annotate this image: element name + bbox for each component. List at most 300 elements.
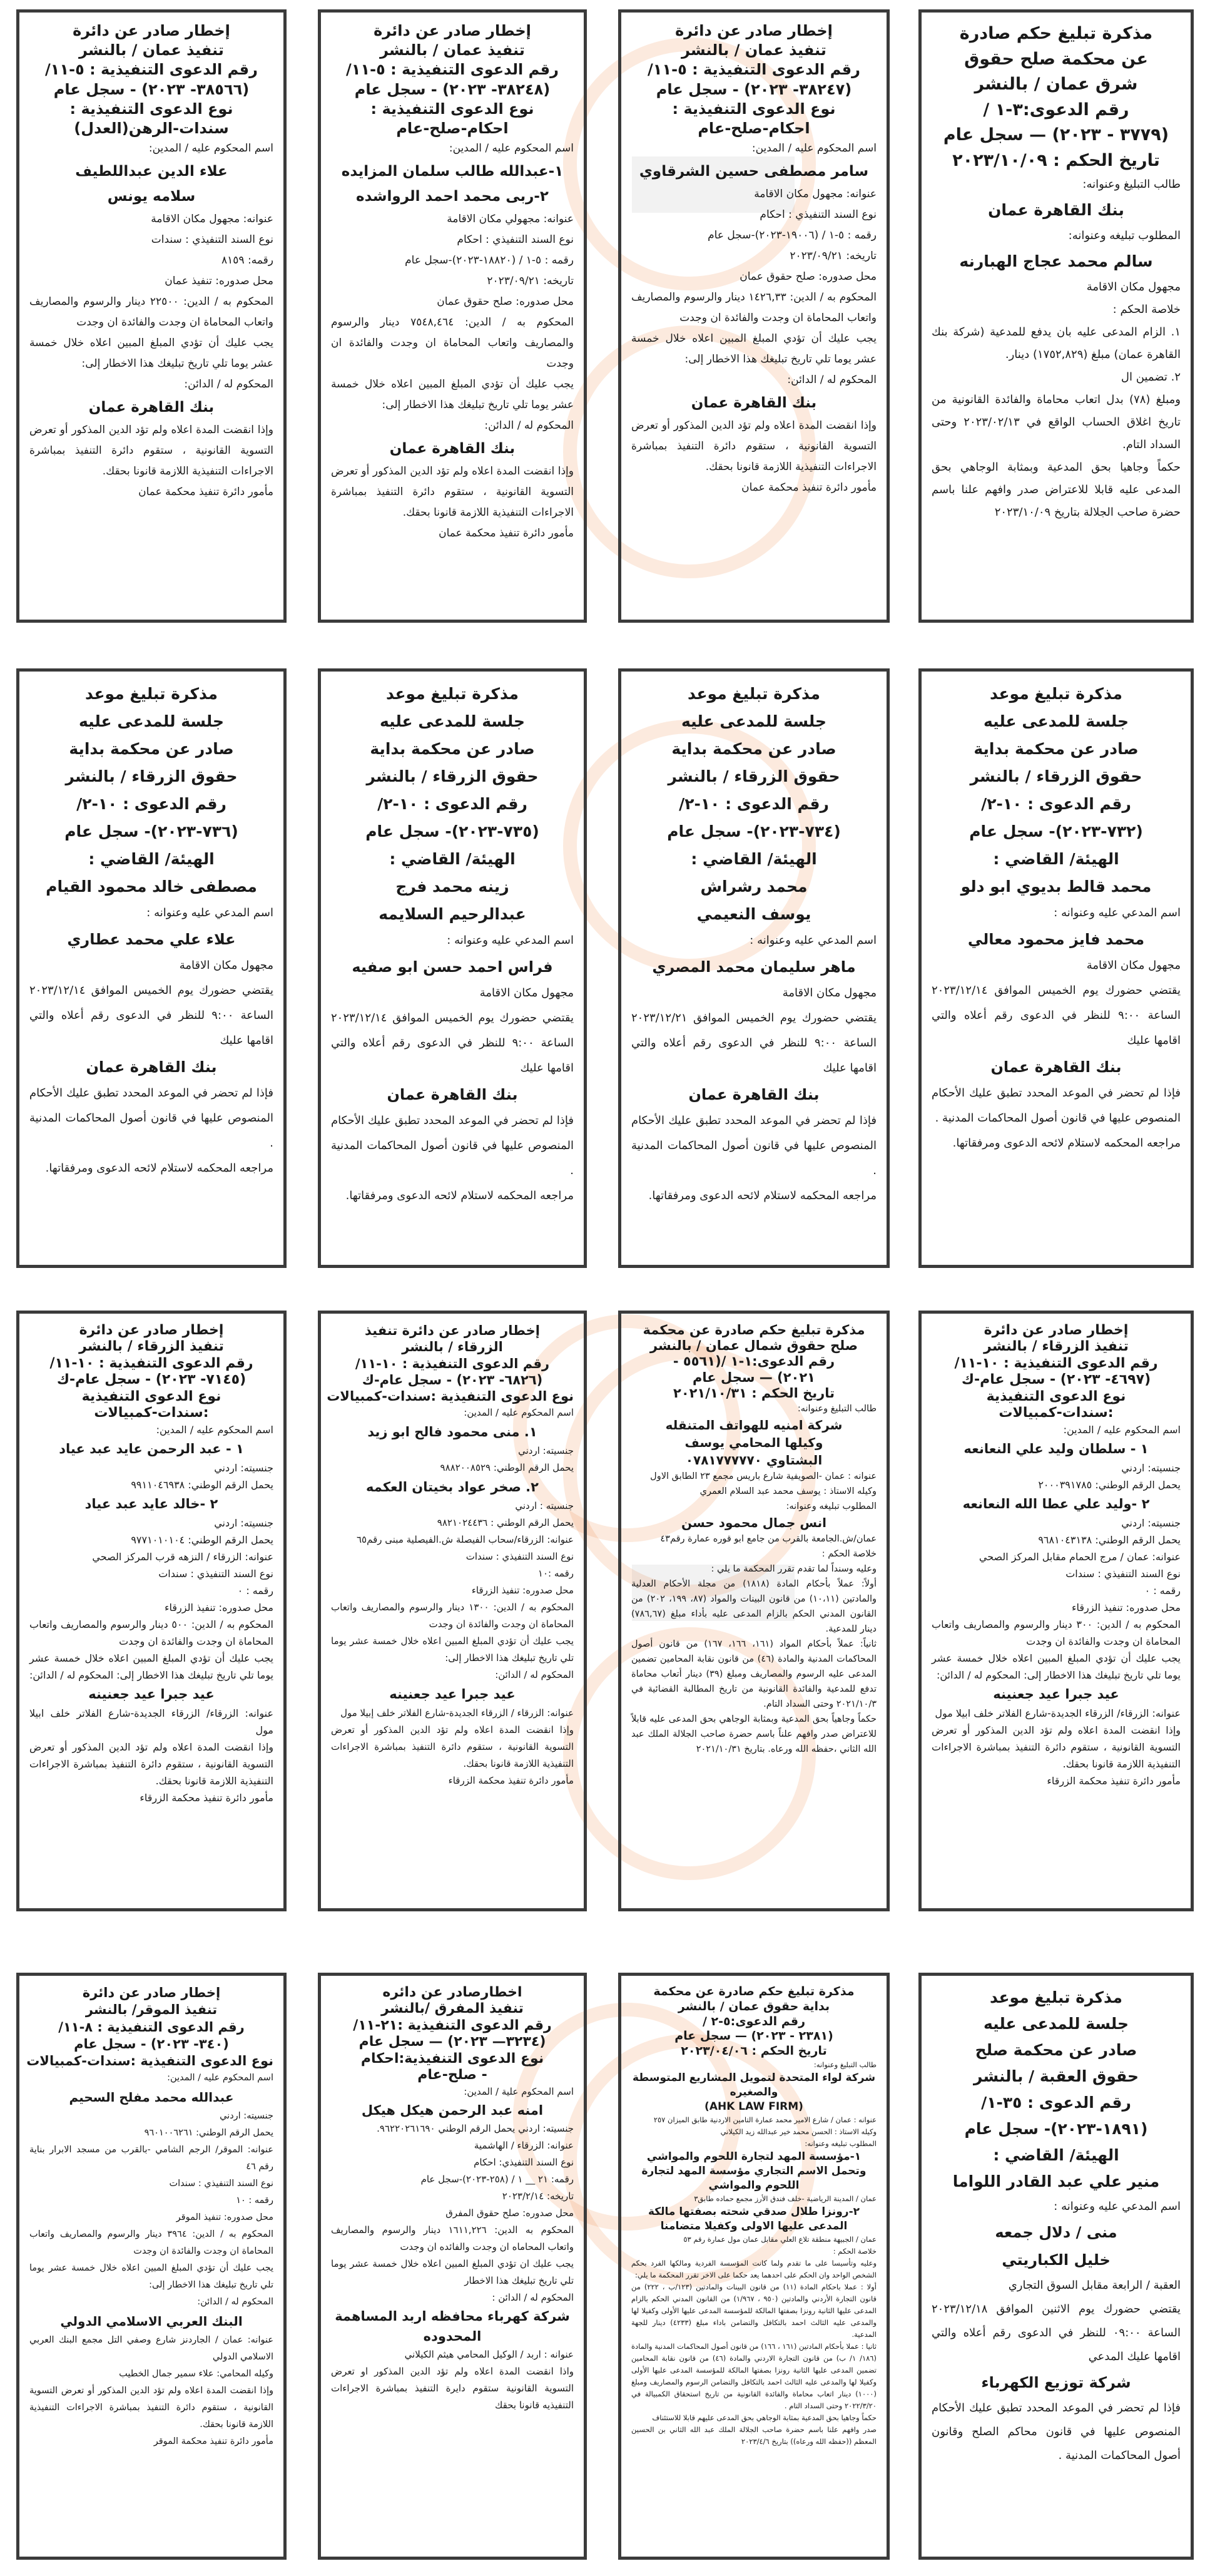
body-text: وإذا انقضت المدة اعلاه ولم تؤد الدين المذكور أو تعرض التسوية القانونية ، ستقوم دائرة التنفيذ بمباشرة الاجراءات التنفيذية اللازمة قانونا بحقك. <box>29 2386 273 2430</box>
body-text: محل صدوره: صلح حقوق عمان <box>437 295 574 309</box>
notice-title-line: عن محكمة صلح حقوق <box>964 49 1148 69</box>
body-text: وإذا انقضت المدة اعلاه ولم تؤد الدين المذكور أو تعرض التسوية القانونية ، ستقوم دائرة التنفيذ بمباشرة الاجراءات التنفيذية اللازمة قانونا بحقك. <box>331 1724 574 1770</box>
notice-title-line: رقم الدعوى التنفيذية : ٥-١١/ <box>346 61 559 79</box>
body-text: واذا انقضت المدة اعلاه ولم تؤد الدين المذكور او تعرض التسوية القانونية ستقوم دايرة التنفيذ بمباشرة الاجراءات التنفيذيه قانونا بحقك <box>331 2366 574 2411</box>
notice-judgment-amman-2381 <box>618 1973 890 2560</box>
notice-title-line: حقوق الزرقاء / بالنشر <box>970 767 1142 785</box>
body-text: حكماً وجاهيا بحق المدعية وبمثابة الوجاهي بحق المدعى عليه قابلا للاعتراض صدر وافهم علنا باسم حضرة صاحب الجلالة بتاريخ ٢٠٢٣/١٠/٠٩ <box>932 461 1181 519</box>
body-text: رقمه : ٠ <box>1144 1585 1181 1597</box>
body-text: أولا : عملا باحكام المادة (١١) من قانون البينات والمادتين (١٢٣/ب ، ٢٢٢) من قانون التجارة الأردني والمادتين (٩٥٠ ، ١/٩٦٧) من القانون المدني الحكم بالزام المدعى عليها الثانية رونزا بصفتها المالكة للمؤسسة المدعى عليها الأولى وكفيلا لها والمدعى عليه الثالث احمد بالتكافل والتضامن باداء مبلغ (٤٢٣٣) دينار للجهة المدعية. <box>631 2282 877 2339</box>
notice-title-line: تنفيذ الزرقاء / بالنشر <box>79 1339 224 1355</box>
notice-judgment-north-amman <box>618 1311 890 1911</box>
notice-title-line: احكام-صلح-عام <box>698 119 810 137</box>
body-text: وإذا انقضت المدة اعلاه ولم تؤد الدين المذكور أو تعرض التسوية القانونية ، ستقوم دائرة التنفيذ بمباشرة الاجراءات التنفيذية اللازمة قانونا بحقك. <box>631 419 877 474</box>
body-text: رقمه : ٠ <box>237 1585 273 1597</box>
body-text: جنسيته: اردني <box>1121 1462 1181 1475</box>
party-name: ١ - عبد الرحمن عايد عبد عياد <box>59 1441 244 1457</box>
notice-title-line: تنفيذ عمان / بالنشر <box>380 41 525 59</box>
body-text: عنوانه: الزرقاء/ الزرقاء الجديدة-شارع الفلاتر خلف ابيلا مول <box>29 1707 273 1737</box>
notice-title-line: رقم الدعوى التنفيذية : ١٠-١١/ <box>954 1355 1158 1371</box>
body-text: مجهول مكان الاقامة <box>1086 959 1181 972</box>
notice-title-line: (٣٢٣٤— ٢٠٢٣) — سجل عام <box>358 2034 546 2050</box>
notice-title-line: رقم الدعوى : ١٠-٢/ <box>679 795 829 813</box>
body-text: عمان / المدينة الرياضية -خلف فندق الأرز مجمع حماده طابق٣ <box>694 2194 877 2203</box>
notice-title-line: (٣٨٥٦٦- ٢٠٢٣) - سجل عام <box>53 80 250 98</box>
body-text: يحمل الرقم الوطني: ٩٦٠١٠٠٦٢٦١ <box>144 2128 273 2139</box>
body-text: مجهول مكان الاقامة <box>179 959 273 972</box>
body-text: تاريخه: ٢٠٢٣/٢/١٤ <box>502 2190 574 2202</box>
notice-execution-zarqa-7145 <box>16 1311 287 1911</box>
body-text: المحكوم له / الدائن: <box>184 378 273 391</box>
notice-title-line: :سندات-كمبيالات <box>999 1404 1114 1421</box>
notice-title-line: (١٨٩١-٢٠٢٣)- سجل عام <box>964 2120 1148 2138</box>
notice-hearing-zarqa-736 <box>16 668 287 1268</box>
body-text: اسم المدعي عليه وعنوانه : <box>750 934 877 947</box>
notice-title-line: رقم الدعوى التنفيذية : ١٠-١١/ <box>49 1355 253 1371</box>
notice-title-line: تنفيذ الموقر/ بالنشر <box>85 2002 218 2018</box>
body-text: يحمل الرقم الوطني: ٩٩١١٠٤٦٩٣٨ <box>131 1479 273 1491</box>
body-text: خلاصة الحكم : <box>833 2246 877 2256</box>
body-text: المحكوم به / الدين: ٢٢٥٠٠ دينار والرسوم والمصاريف واتعاب المحاماة ان وجدت والفائدة ان وجدت <box>29 295 273 329</box>
body-text: المحكوم به / الدين: ١٣٠٠ دينار والرسوم والمصاريف واتعاب المحاماة ان وجدت والفائدة ان وجدت <box>331 1602 574 1630</box>
body-text: طالب التبليغ وعنوانه: <box>797 1403 877 1414</box>
notice-title-line: ٢٠٢١) — سجل عام <box>693 1369 815 1385</box>
notice-execution-amman-38247 <box>618 9 890 623</box>
notice-title-line: صادر عن محكمة بداية <box>974 740 1139 758</box>
body-text: فإذا لم تحضر في الموعد المحدد تطبق عليك الأحكام المنصوص عليها في قانون أصول المحاكمات المدنية . <box>631 1114 877 1177</box>
notice-title-line: زينه محمد فرج <box>395 877 509 896</box>
notice-execution-amman-38566 <box>16 9 287 623</box>
notice-title-line: الهيئة/ القاضي : <box>88 850 215 868</box>
signature: مأمور دائرة تنفيذ محكمة الزرقاء <box>140 1792 273 1804</box>
body-text: يجب عليك ان تؤدي المبلغ المبين اعلاه خلال خمسة عشر يوما تلي تاريخ تبليغك هذا الاخطار <box>331 2258 574 2287</box>
notice-title-line: منير علي عبد القادر اللواما <box>952 2172 1160 2190</box>
party-name: عبدالله محمد مفلح السحيم <box>69 2090 234 2105</box>
notice-title-line: إخطار صادر عن دائرة <box>82 1985 221 2000</box>
notice-title-line: الهيئة/ القاضي : <box>691 850 817 868</box>
body-text: ثانيا : عملا بأحكام المادتين (١٦١ ، ١٦٦) من قانون أصول المحاكمات المدنية والمادة (١٨٦/ ١/ ب) من قانون التجارة الاردني والمادة (٤٦) من قانون نقابة المحامين تضمين المدعى عليها الثانية رونزا بصفتها المالكة للمؤسسة المدعى عليها الأولى وكفيلا لها والمدعى عليه الثالث احمد بالتكافل والتضامن الرسوم والمصاريف ومبلغ (١٠٠٠) دينار اتعاب محاماة والفائدة القانونية من تاريخ استحقاق الكمبيالة في ٢٠٢٢/٣/٢٠ وحتى السداد التام . <box>631 2341 877 2410</box>
body-text: اسم المدعي عليه وعنوانه : <box>1054 906 1181 919</box>
body-text: ١. الزام المدعى عليه بان يدفع للمدعية (شركة بنك القاهرة عمان) مبلغ (١٧٥٢,٨٢٩) دينار. <box>932 325 1181 361</box>
notice-title-line: نوع الدعوى التنفيذية : <box>370 100 534 118</box>
notice-title-line: شرق عمان / بالنشر <box>974 74 1138 94</box>
notice-title-line: (٧٣٤-٢٠٢٣)- سجل عام <box>667 822 841 841</box>
party-name: شركة امنيه للهواتف المتنقله <box>665 1417 843 1433</box>
body-text: وإذا انقضت المدة اعلاه ولم تؤد الدين المذكور أو تعرض التسوية القانونية ، ستقوم دائرة التنفيذ بمباشرة الاجراءات التنفيذية اللازمة قانونا بحقك. <box>331 465 574 519</box>
body-text: حكماً وجاهيا بحق المدعية بمثابة الوجاهي بحق المدعى عليهم قابلا للاستئناف <box>652 2413 877 2422</box>
party-name: ١-عبدالله طالب سلمان المزايده <box>341 163 564 180</box>
notice-title-line: :سندات-كمبيالات <box>94 1404 209 1421</box>
body-text: يحمل الرقم الوطني: ٩٨٨٢٠٠٨٥٢٩ <box>440 1462 574 1474</box>
notice-title-line: الهيئة/ القاضي : <box>389 850 516 868</box>
body-text: وكيله الاستاذ : يوسف محمد عبد السلام العمري <box>699 1486 877 1496</box>
body-text: رقمه :١٠ <box>537 1568 574 1580</box>
party-name: عيد جبرا عيد جعنينه <box>389 1687 516 1702</box>
party-name: وكيلها المحامي يوسف <box>684 1434 823 1450</box>
body-text: فإذا لم تحضر في الموعد المحدد تطبق عليك الأحكام المنصوص عليها في قانون أصول المحاكمات المدنية . <box>29 1086 273 1150</box>
notice-judgment-east-amman <box>918 9 1194 623</box>
body-text: وكيله المحامي: علاء سمير جمال الخطيب <box>119 2369 273 2379</box>
body-text: عنوانه: الزرقاء / النزهه قرب المركز الصحي <box>92 1551 273 1563</box>
party-name: سالم محمد عجاج الهبارنه <box>959 252 1153 270</box>
notice-title-line: نوع الدعوى التنفيذية : <box>69 100 233 118</box>
notice-title-line: صادر عن محكمة صلح <box>975 2041 1137 2059</box>
notice-title-line: رقم الدعوى : ١٠-٢/ <box>981 795 1131 813</box>
notice-hearing-zarqa-735 <box>318 668 587 1268</box>
notice-title-line: إخطار صادر عن دائرة <box>984 1322 1129 1338</box>
body-text: يجب عليك أن تؤدي المبلغ المبين اعلاه خلال خمسة عشر يوما تلي تاريخ تبليغك هذا الاخطار إلى: <box>331 1635 574 1664</box>
body-text: ٢. تضمين ال <box>1121 371 1181 384</box>
body-text: فإذا لم تحضر في الموعد المحدد تطبق عليك الأحكام المنصوص عليها في قانون أصول المحاكمات المدنية . <box>331 1114 574 1177</box>
notice-execution-mafraq-3234 <box>318 1973 587 2560</box>
body-text: يقتضي حضورك يوم الاثنين الموافق ٢٠٢٣/١٢/١٨ الساعة ٠٩:٠٠ للنظر في الدعوى رقم أعلاه والتي اقامها عليك المدعي <box>932 2303 1181 2363</box>
notice-title-line: محمد رشراش <box>700 877 808 896</box>
party-name: بنك القاهرة عمان <box>691 395 817 412</box>
body-text: المطلوب تبليغه وعنوانه: <box>805 2139 877 2148</box>
notice-title-line: (٣٧٧٩ - ٢٠٢٣) — سجل عام <box>943 125 1169 145</box>
body-text: المحكوم له / الدائن: <box>495 1669 574 1681</box>
body-text: يجب عليك أن تؤدي المبلغ المبين اعلاه خلال خمسة عشر يوما تلي تاريخ تبليغك هذا الاخطار إلى: <box>331 378 574 412</box>
body-text: مجهول مكان الاقامة <box>479 986 574 999</box>
body-text: يحمل الرقم الوطني: ٢٠٠٠٣٩١٧٨٥ <box>1038 1479 1181 1491</box>
party-name: شركة لواء المتحدة لتمويل المشاريع المتوسطة والصغيره <box>632 2071 876 2098</box>
notice-title-line: تاريخ الحكم : ٢٠٢١/١٠/٣١ <box>673 1385 835 1401</box>
body-text: تاريخه: ٢٠٢٣/٠٩/٢١ <box>790 250 877 263</box>
notice-title-line: الهيئة/ القاضي : <box>993 850 1119 868</box>
party-name: ٢ -وليد علي عطا الله النعانعه <box>962 1496 1150 1512</box>
body-text: جنسيته: اردني <box>1121 1517 1181 1530</box>
notice-title-line: جلسة للمدعى عليه <box>78 712 225 730</box>
notice-title-line: إخطار صادر عن دائرة <box>374 22 531 39</box>
body-text: يقتضي حضورك يوم الخميس الموافق ٢٠٢٣/١٢/١٤ الساعة ٩:٠٠ للنظر في الدعوى رقم أعلاه والتي اقامها عليك <box>29 984 274 1047</box>
body-text: خلاصة الحكم : <box>1112 303 1181 316</box>
notice-title-line: مذكرة تبليغ موعد <box>990 1988 1122 2006</box>
body-text: نوع السند التنفيذي : سندات <box>465 1551 574 1563</box>
notice-title-line: حقوق الزرقاء / بالنشر <box>366 767 539 785</box>
notice-hearing-aqaba-1891 <box>918 1973 1194 2560</box>
body-text: اسم المدعي عليه وعنوانه : <box>1054 2200 1181 2213</box>
body-text: عنوانه: الزرقاء / الهاشمية <box>474 2140 574 2152</box>
body-text: عنوانه : اربد / الوكيل المحامي هيثم الكيلاني <box>404 2349 574 2361</box>
body-text: اسم المدعي عليه وعنوانه : <box>146 906 273 919</box>
party-name: خليل الكباريتي <box>1002 2251 1111 2269</box>
party-name: ٢. صخر عواد بخيتان العكمه <box>366 1480 539 1495</box>
party-name: عيد جبرا عيد جعنينه <box>993 1687 1119 1702</box>
notice-title-line: رقم الدعوى:١-١ /(٥٥٦١ - <box>673 1354 835 1369</box>
body-text: يقتضي حضورك يوم الخميس الموافق ٢٠٢٣/١٢/٢١ الساعة ٩:٠٠ للنظر في الدعوى رقم أعلاه والتي اقامها عليك <box>631 1011 877 1075</box>
signature: مأمور دائرة تنفيذ محكمة عمان <box>138 486 273 499</box>
notice-title-line: (٣٨٢٤٨- ٢٠٢٣) - سجل عام <box>354 80 551 98</box>
body-text: العقبة / الرابعة مقابل السوق التجاري <box>1008 2279 1181 2292</box>
notice-title-line: نوع الدعوى التنفيذية :سندات-كمبيالات <box>327 1389 574 1404</box>
body-text: أولاً: عملاً بأحكام المادة (١٨١٨) من مجلة الأحكام العدلية والمادتين (١٠،١١) من قانون البينات والمواد (٨٧، ١٩٩، ٢٠٢) من القانون المدني الحكم بالزام المدعى عليه بأداء مبلغ (٧٨٦,٦٧) دينار للمدعية. <box>631 1578 877 1634</box>
body-text: نوع السند التنفيذي : سندات <box>151 233 273 247</box>
body-text: عنوانه: مجهول مكان الاقامة <box>754 188 877 201</box>
body-text: وعليه وتأسيسا على ما تقدم ولما كانت المؤسسة الفردية ومالكها الفرد بحكم الشخص الواحد وان الحكم على احدهما يعد حكما على الاخر تقرر المحكمة ما يلي: <box>631 2258 877 2279</box>
notice-title-line: (٧٣٦-٢٠٢٣)- سجل عام <box>64 822 238 841</box>
body-text: وكيله الاستاذ : الحسن محمد خير عبدالله زيد الكيلاني <box>720 2127 877 2136</box>
notice-title-line: (٢٣٨١ - ٢٠٢٣) — سجل عام <box>674 2029 833 2043</box>
notice-title-line: (٤٦٩٧- ٢٠٢٣) - سجل عام-ك <box>961 1372 1151 1388</box>
notice-title-line: رقم الدعوى التنفيذية : ١٠-١١/ <box>355 1356 550 1371</box>
notice-title-line: نوع الدعوى التنفيذية :سندات-كمبيالات <box>26 2053 273 2069</box>
notice-title-line: تاريخ الحكم : ٢٠٢٣/١٠/٠٩ <box>952 150 1160 170</box>
body-text: ومبلغ (٧٨) بدل اتعاب محاماة والفائدة القانونية من تاريخ اغلاق الحساب الواقع في ٢٠٢٣/٠٢/١٣ وحتى السداد التام. <box>932 393 1181 451</box>
party-name: ماهر سليمان محمد المصري <box>652 958 856 976</box>
notice-title-line: صادر عن محكمة بداية <box>671 740 836 758</box>
notice-title-line: محمد قالط بديوي ابو دلو <box>960 877 1152 896</box>
party-name: علاء علي محمد عطاري <box>67 931 236 948</box>
body-text: عنوانه: عمان / مرج الحمام مقابل المركز الصحي <box>979 1551 1181 1563</box>
body-text: مراجعه المحكمه لاستلام لائحه الدعوى ومرفقاتها. <box>952 1137 1181 1150</box>
body-text: المطلوب تبليغه وعنوانه: <box>1068 229 1181 242</box>
body-text: اسم المحكوم عليه / المدين: <box>156 1424 273 1436</box>
body-text: نوع السند التنفيذي : سندات <box>169 2179 273 2189</box>
body-text: يجب عليك أن تؤدي المبلغ المبين اعلاه خلال خمسة عشر يوما تلي تاريخ تبليغك هذا الاخطار إلى: المحكوم له / الدائن: <box>29 1652 273 1682</box>
notice-title-line: صادر عن محكمة بداية <box>370 740 535 758</box>
body-text: المحكوم له / الدائن: <box>484 419 574 432</box>
notice-title-line: إخطار صادر عن دائرة <box>675 22 833 39</box>
body-text: يقتضي حضورك يوم الخميس الموافق ٢٠٢٣/١٢/١٤ الساعة ٩:٠٠ للنظر في الدعوى رقم أعلاه والتي اقامها عليك <box>331 1011 574 1075</box>
body-text: يجب عليك أن تؤدي المبلغ المبين اعلاه خلال خمسة عشر يوما تلي تاريخ تبليغك هذا الاخطار إلى: <box>631 332 877 366</box>
party-name: فراس احمد حسن ابو صفيه <box>352 958 553 976</box>
party-name: ١ - سلطان وليد علي النعانعه <box>963 1441 1149 1457</box>
notice-title-line: نوع الدعوى التنفيذية <box>81 1388 221 1404</box>
notice-title-line: مذكرة تبليغ حكم صادرة <box>959 24 1153 43</box>
body-text: عنوانه : عمان -الصويفية شارع باريس مجمع ٢٣ الطابق الاول <box>650 1471 877 1481</box>
body-text: صدر وافهم علنا باسم حضرة صاحب الجلالة الملك عبد الله الثاني بن الحسين المعظم ((حفظه الله ورعاه)) بتاريخ ٢٠٢٣/٤/٦ <box>631 2425 877 2446</box>
notice-title-line: نوع الدعوى التنفيذية:احكام <box>360 2050 544 2067</box>
body-text: المحكوم به الدين: ١٦١١,٢٢٦ دينار والرسوم والمصاريف واتعاب المحاماه ان وجدت والفائده ان وجدت <box>331 2224 574 2253</box>
party-name: ٢-رونزا طلال صدقي شحته بصفتها مالكة المدعى عليها الاولى وكفيلا متضامنا <box>648 2205 860 2232</box>
body-text: جنسيته : اردني <box>515 1500 574 1512</box>
party-name: بنك القاهرة عمان <box>389 441 516 457</box>
notice-title-line: رقم الدعوى التنفيذية : ٥-١١/ <box>45 61 258 79</box>
party-name: ١. منى محمود فالح ابو زيد <box>367 1424 537 1440</box>
signature: مأمور دائرة تنفيذ محكمة عمان <box>439 527 574 540</box>
body-text: رقمه: ٢١ __ ١ / (٢٥٨-٢٠٢٣)-سجل عام <box>420 2174 574 2185</box>
notice-title-line: مصطفى خالد محمود القيام <box>46 877 257 896</box>
notice-title-line: رقم الدعوى التنفيذية : ٥-١١/ <box>648 61 860 79</box>
body-text: جنسيته: اردني <box>214 1462 273 1475</box>
body-text: محل صدوره: تنفيذ عمان <box>165 275 273 288</box>
party-name: بنك القاهرة عمان <box>688 1086 820 1103</box>
notice-title-line: احكام-صلح-عام <box>396 119 509 137</box>
notice-title-line: مذكرة تبليغ حكم صادرة عن محكمة <box>653 1985 855 1998</box>
party-name: انس جمال محمود حسن <box>681 1515 826 1530</box>
party-name: بنك القاهرة عمان <box>88 399 215 416</box>
notice-title-line: تاريخ الحكم : ٢٠٢٣/٠٤/٠٦ <box>681 2044 827 2058</box>
body-text: يجب عليك أن تؤدي المبلغ المبين اعلاه خلال خمسة عشر يوما تلي تاريخ تبليغك هذا الاخطار إلى: <box>29 337 273 371</box>
party-name: شركة توزيع الكهرباء <box>981 2374 1131 2391</box>
notice-title-line: حقوق العقبة / بالنشر <box>973 2067 1139 2085</box>
body-text: فإذا لم تحضر في الموعد المحدد تطبق عليك الأحكام المنصوص عليها في قانون محاكم الصلح وقانون أصول المحاكمات المدنية . <box>932 2401 1181 2462</box>
notice-title-line: (٣٤٠- ٢٠٢٣) - سجل عام <box>74 2036 229 2052</box>
body-text: نوع السند التنفيذي : احكام <box>760 208 877 222</box>
party-name: علاء الدين عبداللطيف <box>75 163 228 180</box>
notice-title-line: حقوق الزرقاء / بالنشر <box>668 767 840 785</box>
signature: مأمور دائرة تنفيذ محكمة الموقر <box>153 2436 273 2447</box>
party-name: سامر مصطفى حسين الشرقاوي <box>639 163 869 180</box>
body-text: فإذا لم تحضر في الموعد المحدد تطبق عليك الأحكام المنصوص عليها في قانون أصول المحاكمات المدنية . <box>932 1086 1181 1125</box>
notice-title-line: بداية حقوق عمان / بالنشر <box>678 1999 830 2013</box>
body-text: عنوانه: عمان / الجاردنز شارع وصفي التل مجمع البنك العربي الاسلامي الدولي <box>29 2335 273 2363</box>
notice-title-line: جلسة للمدعى عليه <box>983 712 1129 730</box>
body-text: رقمه : ٥-١ / (١٨٨٢٠-٢٠٢٣)-سجل عام <box>405 254 574 267</box>
notice-title-line: رقم الدعوى:٥-٢ / <box>702 2014 806 2028</box>
body-text: المحكوم به / الدين: ٣٠٠ دينار والرسوم والمصاريف واتعاب المحاماة ان وجدت والفائدة ان وجدت <box>932 1618 1181 1648</box>
notice-title-line: مذكرة تبليغ موعد <box>990 685 1122 703</box>
notice-execution-zarqa-4697 <box>918 1311 1194 1911</box>
body-text: محل صدوره: تنفيذ الزرقاء <box>164 1602 273 1614</box>
notice-title-line: مذكرة تبليغ موعد <box>386 685 519 703</box>
body-text: مراجعه المحكمه لاستلام لائحه الدعوى ومرفقاتها. <box>345 1189 574 1202</box>
body-text: وإذا انقضت المدة اعلاه ولم تؤد الدين المذكور أو تعرض التسوية القانونية ، ستقوم دائرة التنفيذ بمباشرة الاجراءات التنفيذية اللازمة قانونا بحقك. <box>29 424 273 478</box>
body-text: نوع السند التنفيذي: احكام <box>474 2157 574 2169</box>
body-text: حكماً وجاهياً بحق المدعية وبمثابة الوجاهي بحق المدعى عليه قابلاً للاعتراض صدر وافهم علناً باسم حضرة صاحب الجلالة الملك عبد الله الثاني ،حفظه الله ورعاه. بتاريخ ٢٠٢١/١٠/٣١ <box>631 1714 877 1754</box>
notice-execution-muwaqqar-340 <box>16 1973 287 2560</box>
notice-title-line: رقم الدعوى : ١٠-٢/ <box>377 795 527 813</box>
party-name: امنه عبد الرحمن هيكل هيكل <box>361 2103 544 2119</box>
notice-title-line: جلسة للمدعى عليه <box>379 712 526 730</box>
notice-title-line: تنفيذ الزرقاء / بالنشر <box>984 1339 1129 1355</box>
body-text: رقمه: ٨١٥٩ <box>221 254 273 267</box>
party-name: عيد جبرا عيد جعنينه <box>88 1687 215 1702</box>
body-text: اسم المحكوم عليه / المدين: <box>1063 1424 1181 1436</box>
signature: مأمور دائرة تنفيذ محكمة عمان <box>741 481 877 494</box>
body-text: المحكوم به / الدين: ١٤٢٦,٣٣ دينار والرسوم والمصاريف واتعاب المحاماة ان وجدت والفائدة ان وجدت <box>631 291 877 325</box>
body-text: مجهول مكان الاقامة <box>782 986 877 999</box>
body-text: المحكوم به / الدين: ٧٥٤٨,٤٦٤ دينار والرسوم والمصاريف واتعاب المحاماة ان وجدت والفائدة ان وجدت <box>331 316 574 371</box>
body-text: اسم المحكوم علية / المدين: <box>464 2086 574 2098</box>
notice-title-line: رقم الدعوى : ١٠-٢/ <box>76 795 226 813</box>
notice-title-line: مذكرة تبليغ حكم صادرة عن محكمة <box>643 1322 865 1337</box>
body-text: جنسيته: اردني <box>214 1517 273 1530</box>
party-name: بنك القاهرة عمان <box>86 1058 217 1076</box>
body-text: اسم المحكوم عليه / المدين: <box>751 142 877 155</box>
party-name: محمد فايز محمود معالي <box>967 931 1145 948</box>
body-text: عمان / الجبيهة منطقة تلاع العلي مقابل عمان مول عمارة رقم ٥٣ <box>683 2234 877 2244</box>
notice-title-line: إخطار صادر عن دائرة <box>73 22 230 39</box>
notice-title-line: نوع الدعوى التنفيذية <box>986 1388 1126 1404</box>
notice-title-line: الزرقاء / بالنشر <box>402 1339 503 1355</box>
notice-title-line: تنفيذ المفرق /بالنشر <box>381 2001 524 2017</box>
notice-hearing-zarqa-734 <box>618 668 890 1268</box>
notice-title-line: تنفيذ عمان / بالنشر <box>79 41 224 59</box>
notice-title-line: (٧١٤٥- ٢٠٢٣) - سجل عام-ك <box>56 1372 247 1388</box>
body-text: المحكوم به / الدين: ٣٩٦٤ دينار والرسوم والمصاريف واتعاب المحاماة ان وجدت والفائدة ان وجدت <box>29 2229 273 2257</box>
party-name: (AHK LAW FIRM) <box>704 2100 803 2113</box>
notice-title-line: صلح حقوق شمال عمان / بالنشر <box>649 1338 858 1354</box>
body-text: المحكوم به / الدين: ٥٠٠ دينار والرسوم والمصاريف واتعاب المحاماة ان وجدت والفائدة ان وجدت <box>29 1618 273 1648</box>
body-text: نوع السند التنفيذي : احكام <box>457 233 574 247</box>
body-text: المحكوم له / الدائن : <box>492 2292 574 2304</box>
body-text: المطلوب تبليغه وعنوانه: <box>786 1501 877 1511</box>
body-text: يجب عليك أن تؤدي المبلغ المبين اعلاه خلال خمسة عشر يوما تلي تاريخ تبليغك هذا الاخطار إلى: <box>29 2263 273 2291</box>
body-text: محل صدوره: صلح حقوق المفرق <box>445 2207 574 2219</box>
body-text: محل صدوره: صلح حقوق عمان <box>740 270 877 284</box>
body-text: ثانياً: عملاً بأحكام المواد (١٦١، ١٦٦، ١٦٧) من قانون أصول المحاكمات المدنية والمادة (٤٦) من قانون نقابة المحامين تضمين المدعى عليه الرسوم والمصاريف ومبلغ (٣٩) دينار أتعاب محاماة تدفع للمدعية والفائدة القانونية من تاريخ المطالبة القضائية في ٢٠٢١/١٠/٣ وحتى السداد التام. <box>631 1638 877 1709</box>
body-text: مجهول مكان الاقامة <box>1086 280 1181 294</box>
body-text: اسم المدعي عليه وعنوانه : <box>447 934 574 947</box>
body-text: خلاصة الحكم : <box>821 1548 877 1559</box>
notice-title-line: جلسة للمدعى عليه <box>983 2015 1129 2033</box>
notice-title-line: مذكرة تبليغ موعد <box>85 685 218 703</box>
notice-title-line: صادر عن محكمة بداية <box>69 740 234 758</box>
party-name: منى / دلال جمعه <box>995 2224 1117 2241</box>
party-name: سلامه يونس <box>107 188 196 205</box>
party-name: بنك القاهرة عمان <box>387 1086 518 1103</box>
body-text: عنوانه: الزرقاء / الزرقاء الجديدة-شارع الفلاتر خلف إبيلا مول <box>340 1707 574 1719</box>
signature: مأمور دائرة تنفيذ محكمة الزرقاء <box>1047 1775 1181 1787</box>
body-text: جنسيته: اردني <box>220 2111 273 2122</box>
body-text: طالب التبليغ وعنوانه: <box>1082 178 1181 191</box>
body-text: المحكوم له / الدائن: <box>787 374 877 387</box>
party-name: ٢ -خالد عايد عبد عياد <box>84 1496 218 1512</box>
notice-title-line: (٦٨٢٦- ٢٠٢٣) - سجل عام-ك <box>362 1372 543 1388</box>
notice-title-line: عبدالرحيم السلايمه <box>379 905 526 923</box>
notice-title-line: حقوق الزرقاء / بالنشر <box>65 767 238 785</box>
notice-title-line: مذكرة تبليغ موعد <box>688 685 820 703</box>
body-text: يجب عليك أن تؤدي المبلغ المبين اعلاه خلال خمسة عشر يوما تلي تاريخ تبليغك هذا الاخطار إلى: المحكوم له / الدائن: <box>932 1652 1181 1682</box>
body-text: محل صدوره: تنفيذ الزرقاء <box>471 1585 574 1597</box>
notice-execution-zarqa-6826 <box>318 1311 587 1911</box>
notice-title-line: رقم الدعوى التنفيذية :٢١-١١/ <box>353 2017 552 2033</box>
body-text: وإذا انقضت المدة اعلاه ولم تؤد الدين المذكور أو تعرض التسوية القانونية ، ستقوم دائرة التنفيذ بمباشرة الاجراءات التنفيذية اللازمة قانونا بحقك. <box>932 1724 1181 1771</box>
body-text: محل صدوره: تنفيذ الموقر <box>176 2212 273 2223</box>
body-text: المحكوم له / الدائن: <box>197 2297 273 2308</box>
notice-title-line: جلسة للمدعى عليه <box>681 712 827 730</box>
body-text: محل صدوره: تنفيذ الزرقاء <box>1071 1602 1181 1614</box>
body-text: اسم المحكوم عليه / المدين: <box>449 142 574 155</box>
notice-execution-amman-38248 <box>318 9 587 623</box>
body-text: يحمل الرقم الوطني: ٩٦٨١٠٤٣١٣٨ <box>1038 1534 1181 1546</box>
notice-title-line: (٧٣٢-٢٠٢٣)- سجل عام <box>969 822 1143 841</box>
notice-title-line: رقم الدعوى:٣-١ / <box>983 100 1129 120</box>
body-text: جنسيته: اردني <box>518 1445 574 1457</box>
body-text: اسم المحكوم عليه / المدين: <box>148 142 273 155</box>
body-text: يقتضي حضورك يوم الخميس الموافق ٢٠٢٣/١٢/١٤ الساعة ٩:٠٠ للنظر في الدعوى رقم أعلاه والتي اقامها عليك <box>932 984 1181 1047</box>
body-text: اسم المحكوم عليه / المدين: <box>464 1407 574 1419</box>
body-text: مراجعه المحكمه لاستلام لائحه الدعوى ومرفقاتها. <box>45 1162 273 1175</box>
notice-hearing-zarqa-732 <box>918 668 1194 1268</box>
body-text: اسم المحكوم عليه / المدين: <box>167 2073 273 2083</box>
notice-title-line: يوسف النعيمي <box>696 905 811 923</box>
party-name: ١-مؤسسة المهد لتجارة اللحوم والمواشي وتحمل الاسم التجاري مؤسسة المهد لتجارة اللحوم والمواشي <box>641 2150 867 2192</box>
notice-title-line: تنفيذ عمان / بالنشر <box>681 41 826 59</box>
notice-title-line: اخطارصادر عن دائره <box>382 1985 522 2000</box>
body-text: عنوانه : عمان / شارع الامير محمد عمارة التامين الاردنية طابق الميزان ٢٥٧ <box>653 2115 877 2124</box>
body-text: عنوانه: الزرقاء/سحاب الفيصلة ش.الفيصلية مبنى رقم٦٥ <box>356 1534 574 1546</box>
party-name: ٢-ربى محمد احمد الرواشده <box>356 188 549 205</box>
body-text: عنوانه: الزرقاء/ الزرقاء الجديدة-شارع الفلاتر خلف ابيلا مول <box>935 1707 1181 1720</box>
notice-title-line: رقم الدعوى : ٣٥-١/ <box>981 2093 1131 2112</box>
notice-title-line: (٣٨٢٤٧- ٢٠٢٣) - سجل عام <box>656 80 852 98</box>
body-text: مراجعه المحكمه لاستلام لائحه الدعوى ومرفقاتها. <box>648 1189 877 1202</box>
party-name: بنك القاهرة عمان <box>990 1058 1122 1076</box>
body-text: عنوانه: مجهول مكان الاقامة <box>151 213 273 226</box>
notice-title-line: إخطار صادر عن دائرة تنفيذ <box>365 1323 540 1338</box>
body-text: يحمل الرقم الوطني : ٩٨٢١٠٢٤٤٣٦ <box>437 1517 574 1529</box>
body-text: تاريخه: ٢٠٢٣/٠٩/٢١ <box>487 275 574 288</box>
body-text: يحمل الرقم الوطني: ٩٧٧١٠١٠١٠٤ <box>131 1534 273 1546</box>
notice-title-line: سندات-الرهن(العدل) <box>74 119 229 137</box>
body-text: جنسيته: اردني يحمل الرقم الوطني ٩٦٢٢٠٢٦١٦٩٠. <box>377 2123 574 2135</box>
body-text: عنوانه: مجهولي مكان الاقامة <box>447 213 574 226</box>
notice-title-line: (٧٣٥-٢٠٢٣)- سجل عام <box>365 822 539 841</box>
body-text: عمان/ش.الجامعة بالقرب من جامع ابو قوره عمارة رقم٤٣ <box>660 1533 877 1544</box>
party-name: البشتاوي ٠٧٨١٧٧٧٧٧٠ <box>685 1452 823 1468</box>
